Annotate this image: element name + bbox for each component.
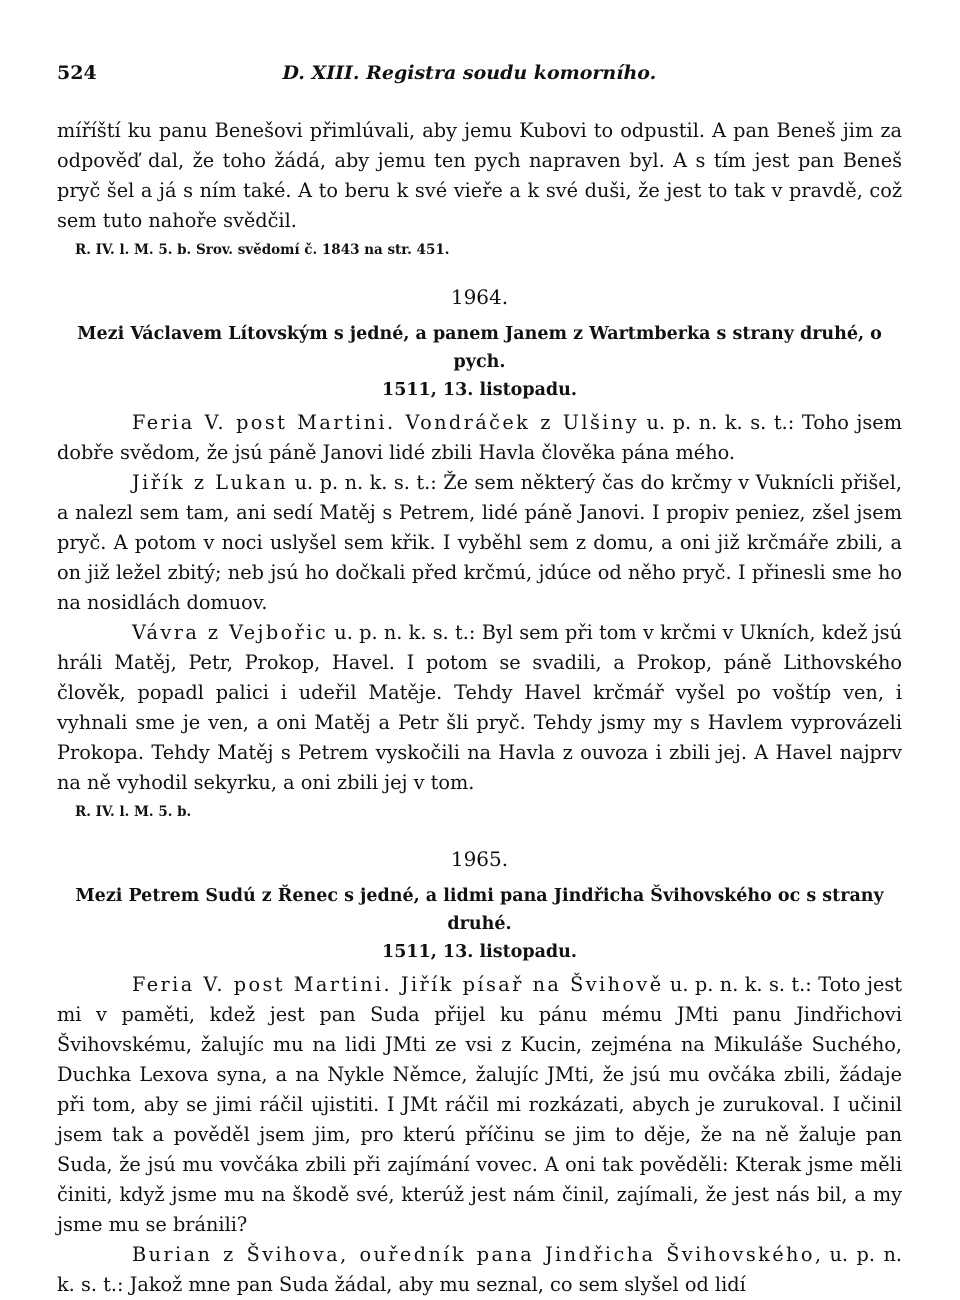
testimony-paragraph bbox=[57, 468, 902, 618]
testimony-paragraph bbox=[57, 408, 902, 468]
testimony-paragraph bbox=[57, 618, 902, 798]
witness-name: Jiřík z Lukan bbox=[132, 471, 289, 494]
source-reference: R. IV. l. M. 5. b. bbox=[75, 804, 192, 820]
source-reference: R. IV. l. M. 5. b. Srov. svědomí č. 1843 na str. 451. bbox=[75, 242, 450, 258]
continuation-paragraph: míříští ku panu Benešovi přimlúvali, aby jemu Kubovi to odpustil. A pan Beneš jim za odpověď dal, že toho žádá, aby jemu ten pych napraven byl. A s tím jest pan Beneš pryč šel a já s ním také. A to beru k své vieře a k své duši, že jest to tak v pravdě, což sem tuto nahoře svědčil. bbox=[57, 119, 902, 232]
entry-number: 1964. bbox=[450, 285, 509, 309]
witness-name: Feria V. post Martini. Jiřík písař na Švihově bbox=[132, 973, 664, 996]
testimony-paragraph bbox=[57, 1240, 902, 1300]
entry-number: 1965. bbox=[450, 847, 509, 871]
case-title: Mezi Václavem Lítovským s jedné, a panem Janem z Wartmberka s strany druhé, o pych. bbox=[77, 324, 882, 372]
testimony-text: u. p. n. k. s. t.: Toto jest mi v paměti, kdež jest pan Suda přijel ku pánu mému JMti panu Jindřichovi Švihovskému, žalujíc mu na lidi JMti ze vsi z Kucin, zejména na Mikuláše Suchého, Duchka Lexova syna, a na Nykle Němce, žalujíc JMti, že jsú mu ovčáka zbili, žádaje při tom, aby se jimi ráčil ujistiti. I JMt ráčil mi rozkázati, abych je zurukoval. I učinil jsem tak a pověděl jsem jim, pro kterú příčinu se jim to děje, že na ně žaluje pan Suda, že jsú mu vovčáka zbili při zajímání vovec. A oni tak pověděli: Kterak jsme měli činiti, když jsme mu na škodě své, kterúž jest nám činil, zajímali, že jest nás bil, a my jsme mu se bránili? bbox=[57, 973, 902, 1236]
case-title: Mezi Petrem Sudú z Řenec s jedné, a lidmi pana Jindřicha Švihovského oc s strany druhé. bbox=[75, 886, 884, 934]
witness-name: Burian z Švihova, ouředník pana Jindřicha Švihovského bbox=[132, 1243, 815, 1266]
case-date: 1511, 13. listopadu. bbox=[382, 380, 577, 400]
testimony-text: u. p. n. k. s. t.: Že sem některý čas do krčmy v Vuknícli přišel, a nalezl sem tam, ani sedí Matěj s Petrem, lidé páně Janovi. I propiv peniez, zšel jsem pryč. A potom v noci uslyšel sem křik. I vyběhl sem z domu, a oni již krčmáře zbili, a on již ležel zbitý; neb jsú ho dočkali před krčmú, jdúce od něho pryč. I přinesli sme ho na nosidlách domuov. bbox=[57, 471, 902, 614]
testimony-text: u. p. n. k. s. t.: Byl sem při tom v krčmi v Ukních, kdež jsú hráli Matěj, Petr, Prokop, Havel. I potom se svadili, a Prokop, páně Lithovského člověk, popadl palici i udeřil Matěje. Tehdy Havel krčmář vyšel po voštíp ven, i vyhnali sme je ven, a oni Matěj a Petr šli pryč. Tehdy jsmy my s Havlem vyprovázeli Prokopa. Tehdy Matěj s Petrem vyskočili na Havla z ouvoza i zbili jej. A Havel najprv na ně vyhodil sekyrku, a oni zbili jej v tom. bbox=[57, 621, 902, 794]
witness-name: Vávra z Vejbořic bbox=[132, 621, 329, 644]
running-header bbox=[57, 58, 902, 88]
case-date: 1511, 13. listopadu. bbox=[382, 942, 577, 962]
witness-name: Feria V. post Martini. Vondráček z Ulšiny bbox=[132, 411, 639, 434]
testimony-paragraph bbox=[57, 970, 902, 1240]
testimony-text: u. p. n. k. s. t.: Toho jsem dobře svědom, že jsú páně Janovi lidé zbili Havla člověka pána mého. bbox=[57, 411, 902, 464]
page-number: 524 bbox=[57, 62, 97, 84]
book-page bbox=[57, 58, 902, 1300]
running-title: D. XIII. Registra soudu komorního. bbox=[282, 62, 657, 84]
testimony-text: , u. p. n. k. s. t.: Jakož mne pan Suda žádal, aby mu seznal, co sem slyšel od lidí bbox=[57, 1243, 902, 1296]
